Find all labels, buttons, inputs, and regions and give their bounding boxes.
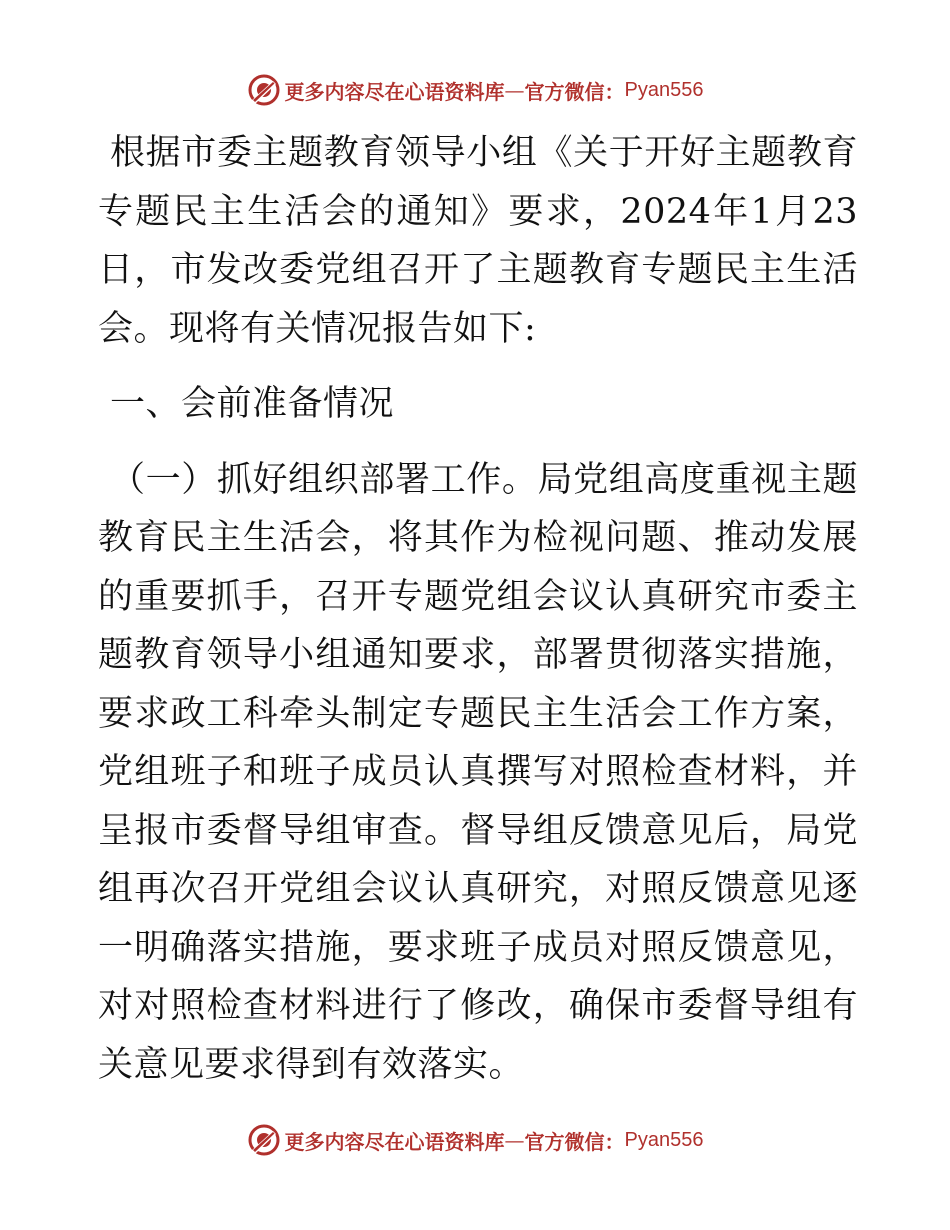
- document-body: [98, 124, 858, 1094]
- section-heading: 一、会前准备情况: [110, 384, 395, 424]
- ink-brush-seal-icon: [247, 73, 281, 107]
- watermark-handle: Pyan556: [624, 1128, 704, 1151]
- watermark-handle: Pyan556: [624, 78, 704, 101]
- watermark-separator: —: [504, 78, 525, 102]
- watermark-official-label: 官方微信：: [524, 1129, 625, 1154]
- subsection-paragraph: （一）抓好组织部署工作。局党组高度重视主题教育民主生活会，将其作为检视问题、推动发展的重要抓手，召开专题党组会议认真研究市委主题教育领导小组通知要求，部署贯彻落实措施，要求政工科牵头制定专题民主生活会工作方案，党组班子和班子成员认真撰写对照检查材料，并呈报市委督导组审查。督导组反馈意见后，局党组再次召开党组会议认真研究，对照反馈意见逐一明确落实措施，要求班子成员对照反馈意见，对对照检查材料进行了修改，确保市委督导组有关意见要求得到有效落实。: [98, 459, 858, 1085]
- watermark-official-label: 官方微信：: [524, 79, 625, 104]
- intro-paragraph: 根据市委主题教育领导小组《关于开好主题教育专题民主生活会的通知》要求，2024年1月23日，市发改委党组召开了主题教育专题民主生活会。现将有关情况报告如下:: [98, 133, 858, 349]
- watermark-text: 更多内容尽在心语资料库: [284, 79, 505, 104]
- ink-brush-seal-icon: [247, 1123, 281, 1157]
- header-watermark: [0, 68, 950, 112]
- watermark-separator: —: [504, 1128, 525, 1152]
- watermark-text: 更多内容尽在心语资料库: [284, 1129, 505, 1154]
- footer-watermark: [0, 1118, 950, 1162]
